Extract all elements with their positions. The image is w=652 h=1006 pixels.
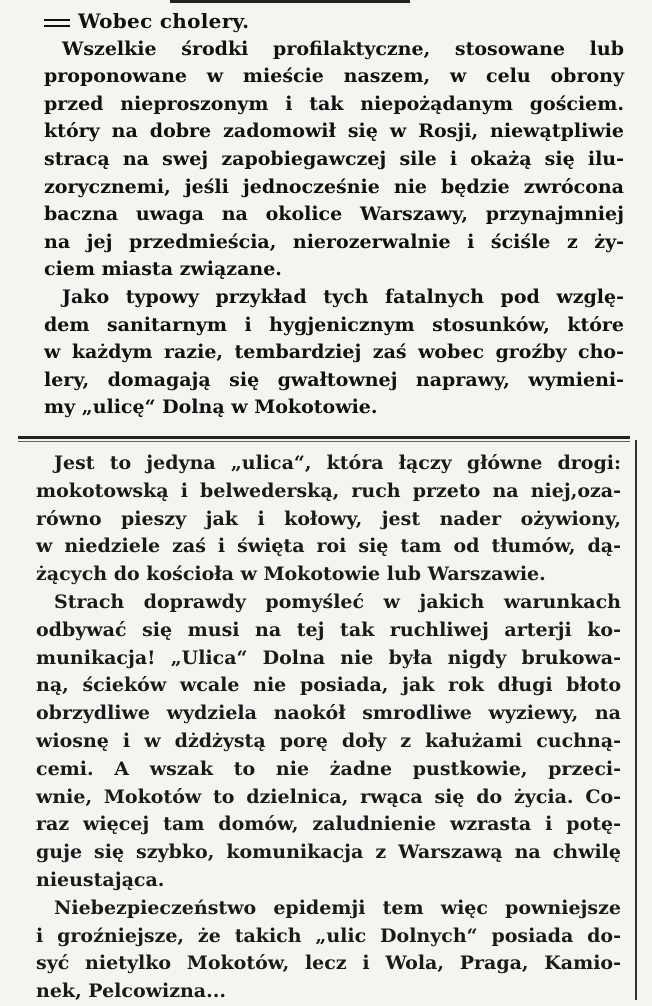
text-line: ciem miasta związane.: [44, 258, 282, 281]
text-line: obrzydliwe wydziela naokół smrodliwe wyziewy, na: [36, 702, 621, 725]
text-line: i groźniejsze, że takich „ulic Dolnych“ posiada do-: [36, 924, 621, 947]
paragraph-2: [44, 284, 624, 422]
text-line: na jej przedmieścia, nierozerwalnie i ściśle z ży-: [44, 230, 624, 253]
paragraph-3: [36, 450, 621, 589]
paragraph-1: [44, 36, 624, 284]
section-divider: [18, 436, 630, 439]
paragraph-4: [36, 589, 621, 895]
text-line: nieustająca.: [36, 868, 165, 891]
text-line: żących do kościoła w Mokotowie lub Warszawie.: [36, 563, 546, 586]
text-line: przed nieproszonym i tak niepożądanym gościem.: [44, 92, 624, 115]
title-double-dash: [44, 19, 70, 27]
text-line: cemi. A wszak to nie żadne pustkowie, przeci-: [36, 757, 621, 780]
text-line: który na dobre zadomowił się w Rosji, niewątpliwie: [44, 120, 624, 143]
text-line: mokotowską i belwederską, ruch przeto na niej,oza-: [36, 479, 621, 502]
text-line: guje się szybko, komunikacja z Warszawą na chwilę: [36, 841, 621, 864]
text-line: my „ulicę“ Dolną w Mokotowie.: [44, 396, 378, 419]
text-line: Strach doprawdy pomyśleć w jakich warunkach: [54, 590, 621, 613]
section-divider-thin: [18, 441, 630, 442]
text-line: nek, Pelcowizna...: [36, 980, 226, 1003]
text-line: w niedziele zaś i święta roi się tam od tłumów, dą-: [36, 535, 621, 558]
text-line: raz więcej tam domów, zaludnienie wzrasta i potę-: [36, 813, 621, 836]
top-rule: [170, 0, 410, 3]
text-line: wnie, Mokotów to dzielnica, rwąca się do życia. Co-: [36, 785, 621, 808]
text-line: proponowane w mieście naszem, w celu obrony: [44, 65, 624, 88]
text-line: równo pieszy jak i kołowy, jest nader ożywiony,: [36, 507, 621, 530]
text-line: wiosnę i w dżdżystą porę doły z kałużami cuchną-: [36, 729, 621, 752]
paragraph-5: [36, 895, 621, 1006]
text-line: Jest to jedyna „ulica“, która łączy główne drogi:: [54, 452, 621, 474]
text-line: Jako typowy przykład tych fatalnych pod wzglę-: [62, 285, 624, 308]
text-line: w każdym razie, tembardziej zaś wobec groźby cho-: [44, 341, 624, 364]
text-line: dem sanitarnym i hygjenicznym stosunków, które: [44, 313, 624, 336]
article-title-text: Wobec cholery.: [78, 9, 250, 33]
text-line: syć nietylko Mokotów, lecz i Wola, Praga, Kamio-: [36, 952, 621, 975]
column-rule: [635, 440, 637, 1000]
text-line: odbywać się musi na tej tak ruchliwej arterji ko-: [36, 618, 621, 641]
text-line: ną, ścieków wcale nie posiada, jak rok długi błoto: [36, 674, 621, 697]
article-continuation: [36, 450, 621, 1006]
text-line: munikacja! „Ulica“ Dolna nie była nigdy brukowa-: [36, 646, 621, 669]
text-line: Niebezpieczeństwo epidemji tem więc powniejsze: [54, 896, 621, 919]
text-line: baczna uwaga na okolice Warszawy, przynajmniej: [44, 203, 624, 226]
text-line: stracą na swej zapobiegawczej sile i okażą się ilu-: [44, 147, 624, 170]
text-line: zorycznemi, jeśli jednocześnie nie będzie zwrócona: [44, 175, 624, 198]
text-line: lery, domagają się gwałtownej naprawy, wymieni-: [44, 368, 624, 391]
text-line: Wszelkie środki profilaktyczne, stosowane lub: [62, 37, 624, 60]
article-cholera: [44, 8, 624, 422]
article-title: [44, 8, 624, 36]
